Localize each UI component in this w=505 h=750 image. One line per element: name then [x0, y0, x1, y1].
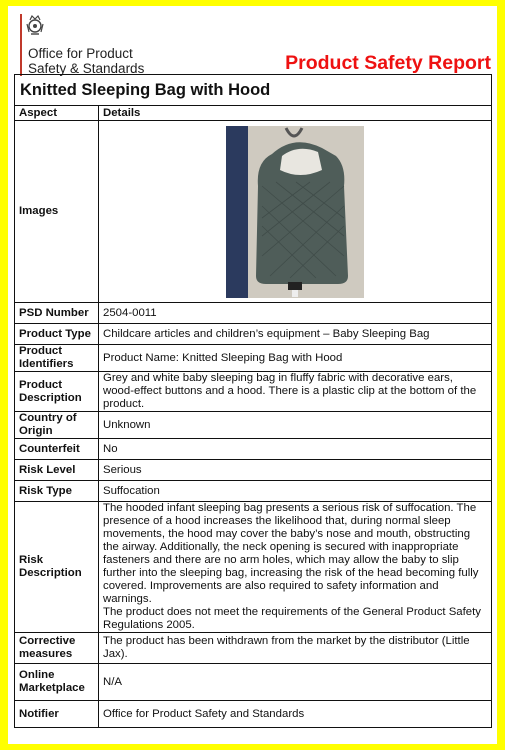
row-value: Office for Product Safety and Standards	[99, 701, 492, 728]
royal-crest-icon	[24, 14, 46, 38]
column-header-aspect: Aspect	[15, 106, 99, 121]
org-name-line1: Office for Product	[28, 46, 133, 61]
table-row	[15, 345, 492, 372]
row-label: Online Marketplace	[15, 664, 99, 701]
opss-logo	[20, 14, 190, 76]
row-value: No	[99, 439, 492, 460]
table-row	[15, 324, 492, 345]
row-label: Images	[15, 121, 99, 303]
row-label: Country of Origin	[15, 412, 99, 439]
row-label: Corrective measures	[15, 633, 99, 664]
row-value: Product Name: Knitted Sleeping Bag with Hood	[99, 345, 492, 372]
risk-description-text: The hooded infant sleeping bag presents a serious risk of suffocation. The presence of a hood increases the likelihood that, during normal sleep movements, the hood may cover the baby’s nose and mouth, obstructing the airway. Additionally, the neck opening is secured with inappropriate fasteners and there are no arm holes, which may allow the baby to slip further into the sleeping bag, increasing the risk of the head becoming fully covered. Improvements are also required to safety information and warnings.	[103, 502, 479, 605]
risk-description-regulation: The product does not meet the requirements of the General Product Safety Regulations 2005.	[103, 606, 482, 631]
table-row	[15, 303, 492, 324]
table-row	[15, 633, 492, 664]
row-label: Risk Type	[15, 481, 99, 502]
row-value: N/A	[99, 664, 492, 701]
report-page	[8, 6, 497, 744]
row-value: Unknown	[99, 412, 492, 439]
table-row	[15, 121, 492, 303]
row-label: PSD Number	[15, 303, 99, 324]
product-image-cell	[99, 121, 492, 303]
logo-divider	[20, 14, 22, 76]
row-value: 2504-0011	[99, 303, 492, 324]
table-row	[15, 502, 492, 633]
table-row	[15, 460, 492, 481]
product-safety-table	[14, 74, 492, 728]
table-row	[15, 372, 492, 412]
report-title: Product Safety Report	[285, 52, 491, 74]
table-row	[15, 439, 492, 460]
org-name-line2: Safety & Standards	[28, 61, 145, 76]
column-header-details: Details	[99, 106, 492, 121]
row-value: Serious	[99, 460, 492, 481]
row-label: Risk Level	[15, 460, 99, 481]
row-value: Suffocation	[99, 481, 492, 502]
row-value: Grey and white baby sleeping bag in fluffy fabric with decorative ears, wood-effect buttons and a hood. There is a plastic clip at the bottom of the product.	[99, 372, 492, 412]
product-photo	[226, 126, 364, 298]
table-row	[15, 481, 492, 502]
table-row	[15, 701, 492, 728]
row-label: Risk Description	[15, 502, 99, 633]
row-label: Counterfeit	[15, 439, 99, 460]
row-label: Product Identifiers	[15, 345, 99, 372]
product-title: Knitted Sleeping Bag with Hood	[15, 75, 492, 106]
row-value	[99, 502, 492, 633]
row-label: Product Description	[15, 372, 99, 412]
row-value: The product has been withdrawn from the market by the distributor (Little Jax).	[99, 633, 492, 664]
table-row	[15, 664, 492, 701]
table-row	[15, 412, 492, 439]
row-label: Notifier	[15, 701, 99, 728]
row-label: Product Type	[15, 324, 99, 345]
row-value: Childcare articles and children’s equipment – Baby Sleeping Bag	[99, 324, 492, 345]
